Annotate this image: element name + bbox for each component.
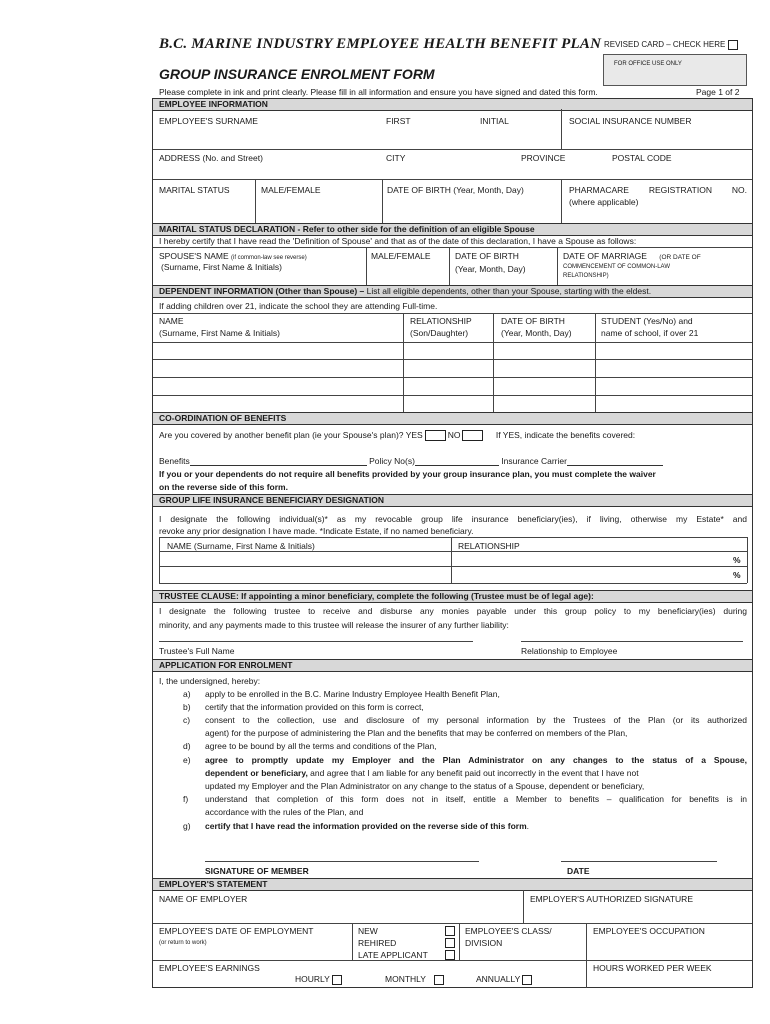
benefits-label: Benefits [159, 456, 190, 466]
item-e-1: agree to promptly update my Employer and the Plan Administrator on any changes to the status of a Spouse, [205, 755, 747, 765]
member-signature-label: SIGNATURE OF MEMBER [205, 866, 309, 876]
yes-label: YES [405, 430, 423, 440]
policy-label: Policy No(s) [369, 456, 415, 466]
monthly-label: MONTHLY [385, 974, 426, 984]
dependents-heading: DEPENDENT INFORMATION (Other than Spouse) – [159, 286, 365, 296]
marital-status-label: MARITAL STATUS [159, 185, 230, 195]
percent-sign: % [733, 570, 741, 580]
beneficiary-relationship-label: RELATIONSHIP [458, 541, 520, 551]
divider [557, 247, 558, 285]
item-letter: g) [183, 821, 191, 831]
marriage-date-label [563, 251, 701, 263]
dependents-note: If adding children over 21, indicate the school they are attending Full-time. [159, 301, 438, 311]
rehired-checkbox[interactable] [445, 938, 455, 948]
dep-relationship-label: RELATIONSHIP [410, 316, 472, 326]
divider [159, 537, 747, 538]
divider [493, 313, 494, 412]
new-checkbox[interactable] [445, 926, 455, 936]
application-intro: I, the undersigned, hereby: [159, 676, 261, 686]
item-c-2: agent) for the purpose of administering the Plan and the benefits that may be conferred on members of the Plan, [205, 728, 628, 738]
revised-card-checkbox[interactable] [728, 40, 738, 50]
trustee-relationship-label: Relationship to Employee [521, 646, 618, 656]
divider [561, 109, 562, 149]
divider [449, 247, 450, 285]
spouse-sex-label: MALE/FEMALE [371, 251, 431, 261]
form-subtitle: GROUP INSURANCE ENROLMENT FORM [159, 66, 435, 82]
divider [153, 149, 752, 150]
dependent-row[interactable] [153, 395, 752, 396]
earnings-label: EMPLOYEE'S EARNINGS [159, 963, 260, 973]
beneficiary-text-1: I designate the following individual(s)* as my revocable group life insurance beneficiary(ies), if living, otherwise my Estate* and [159, 514, 747, 524]
item-f-1: understand that completion of this form does not in itself, entitle a Member to benefits – qualification for benefits is in [205, 794, 747, 804]
divider [153, 313, 752, 314]
spouse-dob-format: (Year, Month, Day) [455, 264, 526, 274]
spouse-name-format: (Surname, First Name & Initials) [161, 262, 282, 272]
percent-sign: % [733, 555, 741, 565]
return-to-work-note: (or return to work) [159, 940, 207, 946]
divider [747, 537, 748, 583]
city-label: CITY [386, 153, 406, 163]
surname-label: EMPLOYEE'S SURNAME [159, 116, 258, 126]
divider [561, 179, 562, 224]
trustee-text-1: I designate the following trustee to receive and disburse any monies payable under this group policy to my beneficiary(ies) during [159, 606, 747, 616]
item-c-1: consent to the collection, use and disclosure of my personal information by the Trustees of the Plan (or its authorized [205, 715, 747, 725]
section-employee-info: EMPLOYEE INFORMATION [153, 98, 752, 111]
section-marital-declaration: MARITAL STATUS DECLARATION - Refer to other side for the definition of an eligible Spouse [153, 223, 752, 236]
dep-dob-format: (Year, Month, Day) [501, 328, 572, 338]
address-label: ADDRESS (No. and Street) [159, 153, 263, 163]
dependent-row[interactable] [153, 377, 752, 378]
divider [153, 960, 752, 961]
benefits-line [159, 456, 663, 466]
no-label: NO [447, 430, 461, 440]
dep-dob-label: DATE OF BIRTH [501, 316, 565, 326]
trustee-relationship-field[interactable] [521, 641, 743, 642]
member-signature-field[interactable] [205, 861, 479, 862]
section-dependents [153, 285, 752, 298]
marriage-or: (OR DATE OF [659, 254, 701, 261]
dep-student-format: name of school, if over 21 [601, 328, 699, 338]
item-letter: f) [183, 794, 189, 804]
member-date-field[interactable] [561, 861, 717, 862]
divider [153, 247, 752, 248]
item-a: apply to be enrolled in the B.C. Marine Industry Employee Health Benefit Plan, [205, 689, 500, 699]
divider [595, 313, 596, 412]
spouse-dob-label: DATE OF BIRTH [455, 251, 519, 261]
dependent-row[interactable] [153, 342, 752, 343]
late-applicant-checkbox[interactable] [445, 950, 455, 960]
dob-label: DATE OF BIRTH (Year, Month, Day) [387, 185, 524, 195]
monthly-option [385, 974, 444, 985]
hourly-label: HOURLY [295, 974, 330, 984]
item-letter: a) [183, 689, 191, 699]
if-yes-text: If YES, indicate the benefits covered: [495, 430, 636, 440]
section-beneficiary: GROUP LIFE INSURANCE BENEFICIARY DESIGNATION [153, 494, 752, 507]
marriage-date-text: DATE OF MARRIAGE [563, 251, 647, 261]
divider [586, 923, 587, 988]
divider [403, 313, 404, 412]
marriage-note-1: COMMENCEMENT OF COMMON-LAW [563, 264, 670, 270]
sex-label: MALE/FEMALE [261, 185, 321, 195]
hourly-checkbox[interactable] [332, 975, 342, 985]
trustee-name-label: Trustee's Full Name [159, 646, 235, 656]
spouse-name-note: (if common-law see reverse) [231, 255, 307, 261]
division-label: DIVISION [465, 938, 503, 948]
carrier-label: Insurance Carrier [501, 456, 567, 466]
annually-option [476, 974, 532, 985]
certify-text: I hereby certify that I have read the 'Definition of Spouse' and that as of the date of this declaration, I have a Spouse as follows: [159, 236, 637, 246]
pharmacare-label: PHARMACARE REGISTRATION NO. [569, 185, 747, 195]
spouse-name-text: SPOUSE'S NAME [159, 251, 229, 261]
benefits-field[interactable] [190, 458, 367, 466]
annually-label: ANNUALLY [476, 974, 521, 984]
dep-student-label: STUDENT (Yes/No) and [601, 316, 693, 326]
item-g-tail: . [526, 821, 530, 831]
item-f-2: accordance with the rules of the Plan, and [205, 807, 364, 817]
item-letter: b) [183, 702, 191, 712]
section-trustee: TRUSTEE CLAUSE: If appointing a minor beneficiary, complete the following (Trustee must be of legal age): [153, 590, 752, 603]
annually-checkbox[interactable] [522, 975, 532, 985]
member-date-label: DATE [567, 866, 590, 876]
item-letter: c) [183, 715, 191, 725]
hours-per-week-label: HOURS WORKED PER WEEK [593, 963, 712, 973]
sin-label: SOCIAL INSURANCE NUMBER [569, 116, 692, 126]
employer-name-label: NAME OF EMPLOYER [159, 894, 248, 904]
item-e-2-rest: and agree that I am liable for any benefit paid out incorrectly in the event that I have not [307, 768, 639, 778]
section-coordination: CO-ORDINATION OF BENEFITS [153, 412, 752, 425]
item-e-2 [205, 768, 639, 778]
divider [153, 923, 752, 924]
new-label: NEW [358, 926, 378, 936]
item-d: agree to be bound by all the terms and conditions of the Plan, [205, 741, 437, 751]
section-employer: EMPLOYER'S STATEMENT [153, 878, 752, 891]
trustee-name-field[interactable] [159, 641, 473, 642]
section-application: APPLICATION FOR ENROLMENT [153, 659, 752, 672]
pharmacare-note: (where applicable) [569, 197, 639, 207]
item-letter: d) [183, 741, 191, 751]
item-e-2-bold: dependent or beneficiary, [205, 768, 308, 778]
beneficiary-name-label: NAME (Surname, First Name & Initials) [167, 541, 315, 551]
dep-name-format: (Surname, First Name & Initials) [159, 328, 280, 338]
enrolment-form [152, 98, 753, 988]
yes-checkbox[interactable] [425, 430, 446, 441]
beneficiary-text-2: revoke any prior designation I have made. *Indicate Estate, if no named beneficiary. [159, 526, 474, 536]
dep-relationship-format: (Son/Daughter) [410, 328, 469, 338]
waiver-text-1: If you or your dependents do not require all benefits provided by your group insurance plan, you must complete the waiver [159, 469, 656, 479]
coverage-question-line [159, 430, 635, 441]
employer-signature-label: EMPLOYER'S AUTHORIZED SIGNATURE [530, 894, 693, 904]
beneficiary-row[interactable] [159, 551, 747, 552]
divider [159, 537, 160, 583]
divider [352, 923, 353, 960]
divider [451, 537, 452, 583]
marriage-note-2: RELATIONSHIP) [563, 273, 609, 279]
province-label: PROVINCE [521, 153, 566, 163]
item-b: certify that the information provided on this form is correct, [205, 702, 424, 712]
divider [153, 179, 752, 180]
divider [382, 179, 383, 224]
beneficiary-row[interactable] [159, 566, 747, 567]
page-number: Page 1 of 2 [696, 87, 740, 97]
hourly-option [295, 974, 342, 985]
item-g-bold: certify that I have read the information provided on the reverse side of this form [205, 821, 527, 831]
no-checkbox[interactable] [462, 430, 483, 441]
first-name-label: FIRST [386, 116, 411, 126]
dep-name-label: NAME [159, 316, 184, 326]
item-e-3: updated my Employer and the Plan Administrator on any change to the status of a Spouse, dependent or beneficiary, [205, 781, 645, 791]
waiver-text-2: on the reverse side of this form. [159, 482, 288, 492]
item-g [205, 821, 529, 831]
trustee-text-2: minority, and any payments made to this trustee will release the insurer of any further liability: [159, 620, 509, 630]
monthly-checkbox[interactable] [434, 975, 444, 985]
policy-field[interactable] [415, 458, 499, 466]
initial-label: INITIAL [480, 116, 509, 126]
employment-date-label: EMPLOYEE'S DATE OF EMPLOYMENT [159, 926, 314, 936]
divider [523, 890, 524, 923]
class-label: EMPLOYEE'S CLASS/ [465, 926, 552, 936]
revised-card-label: REVISED CARD – CHECK HERE [604, 40, 726, 50]
revised-card-check [604, 40, 738, 50]
coverage-question: Are you covered by another benefit plan (ie your Spouse's plan)? [159, 430, 404, 440]
dependents-heading-rest: List all eligible dependents, other than your Spouse, starting with the eldest. [366, 286, 652, 296]
divider [459, 923, 460, 960]
instructions: Please complete in ink and print clearly. Please fill in all information and ensure you have signed and dated this form. [159, 87, 598, 97]
divider [255, 179, 256, 224]
occupation-label: EMPLOYEE'S OCCUPATION [593, 926, 705, 936]
office-use-box [603, 54, 747, 86]
form-title: B.C. MARINE INDUSTRY EMPLOYEE HEALTH BENEFIT PLAN [159, 36, 602, 52]
divider [159, 583, 747, 584]
postal-code-label: POSTAL CODE [612, 153, 672, 163]
office-use-label: FOR OFFICE USE ONLY [614, 61, 682, 67]
dependent-row[interactable] [153, 359, 752, 360]
rehired-label: REHIRED [358, 938, 397, 948]
late-applicant-label: LATE APPLICANT [358, 950, 428, 960]
divider [366, 247, 367, 285]
item-letter: e) [183, 755, 191, 765]
carrier-field[interactable] [567, 458, 663, 466]
